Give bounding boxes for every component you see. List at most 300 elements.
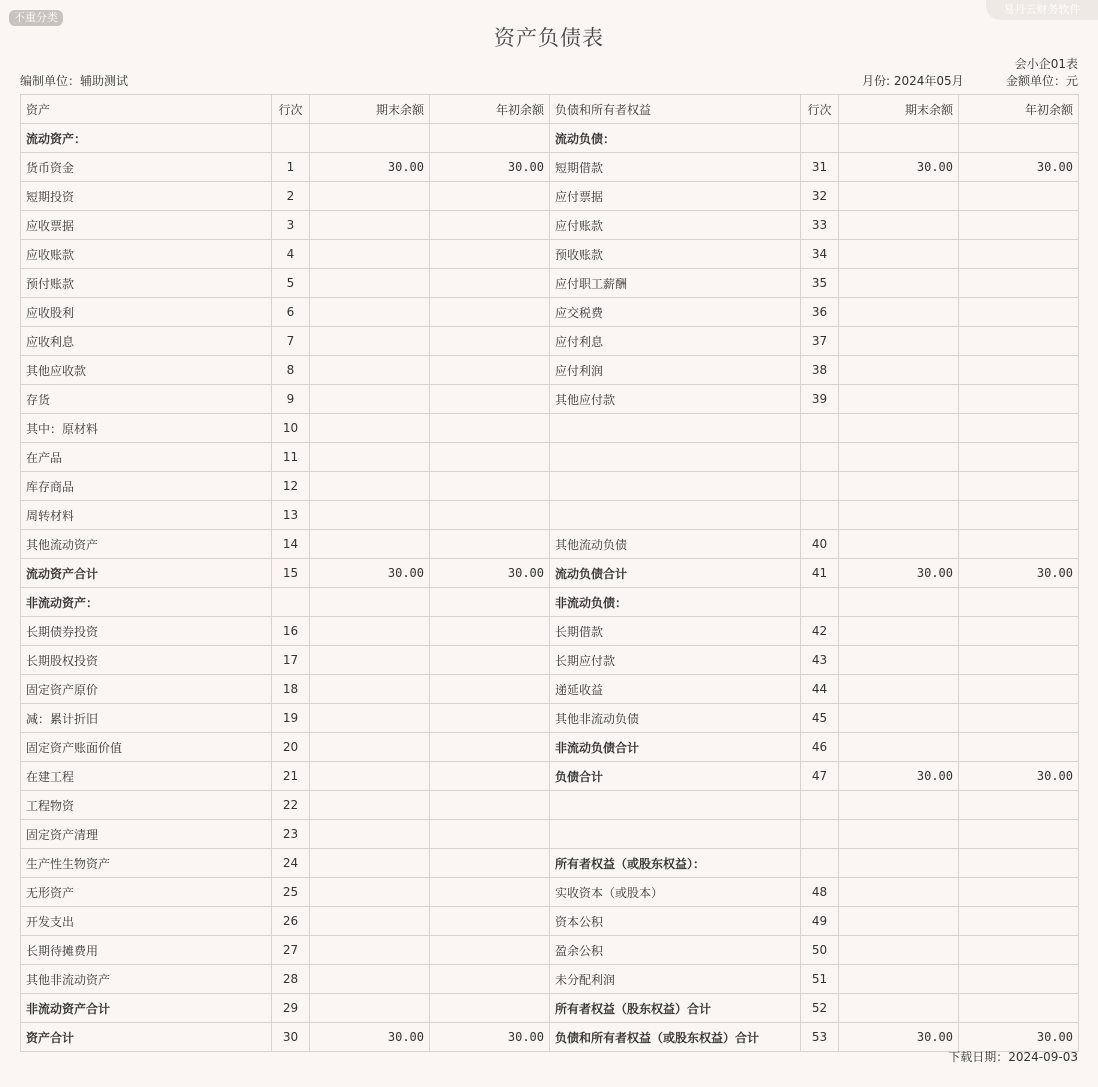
asset-begin-balance (430, 356, 550, 385)
liability-begin-balance (959, 501, 1079, 530)
liability-begin-balance (959, 588, 1079, 617)
table-row (21, 1023, 1079, 1052)
asset-end-balance (310, 472, 430, 501)
liability-begin-balance (959, 617, 1079, 646)
asset-end-balance (310, 588, 430, 617)
liability-line-no: 37 (801, 327, 839, 356)
liability-name: 资本公积 (550, 907, 801, 936)
asset-begin-balance (430, 588, 550, 617)
asset-line-no: 6 (272, 298, 310, 327)
asset-name: 货币资金 (21, 153, 272, 182)
asset-name: 短期投资 (21, 182, 272, 211)
asset-name: 固定资产原价 (21, 675, 272, 704)
liability-end-balance (839, 791, 959, 820)
liability-begin-balance (959, 298, 1079, 327)
asset-begin-balance (430, 878, 550, 907)
asset-name: 在产品 (21, 443, 272, 472)
table-row (21, 791, 1079, 820)
liability-end-balance (839, 356, 959, 385)
asset-name: 在建工程 (21, 762, 272, 791)
liability-begin-balance (959, 356, 1079, 385)
liability-line-no: 50 (801, 936, 839, 965)
liability-end-balance: 30.00 (839, 1023, 959, 1052)
liability-name (550, 791, 801, 820)
liability-name: 非流动负债合计 (550, 733, 801, 762)
asset-line-no: 12 (272, 472, 310, 501)
liability-name: 流动负债： (550, 124, 801, 153)
download-date: 下载日期：2024-09-03 (948, 1050, 1078, 1064)
table-row (21, 617, 1079, 646)
table-row (21, 675, 1079, 704)
asset-begin-balance (430, 501, 550, 530)
liability-line-no: 39 (801, 385, 839, 414)
asset-name: 长期待摊费用 (21, 936, 272, 965)
asset-name: 长期债券投资 (21, 617, 272, 646)
liability-begin-balance (959, 211, 1079, 240)
asset-line-no: 7 (272, 327, 310, 356)
liability-end-balance (839, 675, 959, 704)
asset-end-balance (310, 820, 430, 849)
liability-name: 其他应付款 (550, 385, 801, 414)
asset-line-no: 27 (272, 936, 310, 965)
liability-begin-balance (959, 965, 1079, 994)
liability-name: 应付票据 (550, 182, 801, 211)
asset-end-balance (310, 327, 430, 356)
asset-begin-balance (430, 298, 550, 327)
form-code: 会小企01表 (1014, 57, 1078, 71)
col-header-line-no-2: 行次 (801, 95, 839, 124)
liability-name: 盈余公积 (550, 936, 801, 965)
asset-line-no: 18 (272, 675, 310, 704)
asset-end-balance (310, 414, 430, 443)
table-row (21, 240, 1079, 269)
asset-end-balance (310, 965, 430, 994)
asset-name: 预付账款 (21, 269, 272, 298)
col-header-end-balance: 期末余额 (310, 95, 430, 124)
asset-begin-balance (430, 124, 550, 153)
liability-line-no: 53 (801, 1023, 839, 1052)
page-title: 资产负债表 (494, 26, 604, 50)
liability-end-balance: 30.00 (839, 762, 959, 791)
liability-end-balance (839, 617, 959, 646)
liability-end-balance (839, 443, 959, 472)
col-header-end-balance-2: 期末余额 (839, 95, 959, 124)
asset-line-no: 4 (272, 240, 310, 269)
table-row (21, 878, 1079, 907)
liability-end-balance (839, 124, 959, 153)
table-row (21, 849, 1079, 878)
asset-begin-balance (430, 385, 550, 414)
liability-line-no: 43 (801, 646, 839, 675)
asset-name: 应收账款 (21, 240, 272, 269)
liability-end-balance (839, 530, 959, 559)
liability-end-balance (839, 269, 959, 298)
asset-line-no (272, 124, 310, 153)
asset-end-balance (310, 240, 430, 269)
table-row (21, 646, 1079, 675)
liability-line-no: 52 (801, 994, 839, 1023)
asset-end-balance (310, 907, 430, 936)
liability-begin-balance (959, 791, 1079, 820)
asset-begin-balance (430, 327, 550, 356)
table-row (21, 530, 1079, 559)
asset-name: 生产性生物资产 (21, 849, 272, 878)
liability-end-balance (839, 878, 959, 907)
liability-line-no (801, 472, 839, 501)
liability-name: 应付利润 (550, 356, 801, 385)
liability-line-no (801, 414, 839, 443)
asset-line-no: 19 (272, 704, 310, 733)
table-row (21, 733, 1079, 762)
asset-end-balance (310, 182, 430, 211)
asset-begin-balance (430, 617, 550, 646)
liability-name: 短期借款 (550, 153, 801, 182)
asset-end-balance (310, 791, 430, 820)
asset-begin-balance: 30.00 (430, 153, 550, 182)
asset-line-no: 23 (272, 820, 310, 849)
table-row (21, 298, 1079, 327)
col-header-liabilities: 负债和所有者权益 (550, 95, 801, 124)
asset-end-balance (310, 878, 430, 907)
liability-line-no: 34 (801, 240, 839, 269)
asset-end-balance (310, 733, 430, 762)
liability-line-no (801, 820, 839, 849)
asset-begin-balance (430, 907, 550, 936)
liability-end-balance (839, 327, 959, 356)
liability-line-no: 35 (801, 269, 839, 298)
asset-line-no: 2 (272, 182, 310, 211)
asset-name: 周转材料 (21, 501, 272, 530)
liability-name: 未分配利润 (550, 965, 801, 994)
liability-begin-balance (959, 530, 1079, 559)
asset-end-balance (310, 501, 430, 530)
asset-name: 应收利息 (21, 327, 272, 356)
asset-name: 其他非流动资产 (21, 965, 272, 994)
liability-name: 实收资本（或股本） (550, 878, 801, 907)
brand-watermark: 易丹云财务软件 (986, 0, 1098, 20)
asset-line-no: 13 (272, 501, 310, 530)
asset-name: 流动资产： (21, 124, 272, 153)
asset-begin-balance (430, 472, 550, 501)
asset-name: 非流动资产合计 (21, 994, 272, 1023)
liability-name: 流动负债合计 (550, 559, 801, 588)
liability-begin-balance: 30.00 (959, 559, 1079, 588)
asset-name: 减：累计折旧 (21, 704, 272, 733)
table-row (21, 182, 1079, 211)
asset-begin-balance (430, 965, 550, 994)
asset-line-no: 16 (272, 617, 310, 646)
asset-end-balance: 30.00 (310, 153, 430, 182)
asset-name: 长期股权投资 (21, 646, 272, 675)
asset-name: 应收票据 (21, 211, 272, 240)
asset-name: 其中：原材料 (21, 414, 272, 443)
asset-name: 非流动资产： (21, 588, 272, 617)
asset-line-no: 10 (272, 414, 310, 443)
liability-name: 负债合计 (550, 762, 801, 791)
asset-line-no: 17 (272, 646, 310, 675)
asset-line-no: 15 (272, 559, 310, 588)
asset-end-balance: 30.00 (310, 559, 430, 588)
asset-line-no: 1 (272, 153, 310, 182)
liability-begin-balance (959, 907, 1079, 936)
compile-unit: 编制单位：辅助测试 (20, 74, 129, 88)
liability-begin-balance (959, 472, 1079, 501)
asset-line-no: 8 (272, 356, 310, 385)
table-row (21, 936, 1079, 965)
asset-end-balance (310, 356, 430, 385)
table-row (21, 501, 1079, 530)
liability-line-no (801, 588, 839, 617)
liability-begin-balance (959, 849, 1079, 878)
asset-line-no: 25 (272, 878, 310, 907)
asset-name: 库存商品 (21, 472, 272, 501)
asset-end-balance (310, 675, 430, 704)
asset-line-no: 21 (272, 762, 310, 791)
liability-line-no: 44 (801, 675, 839, 704)
asset-line-no: 30 (272, 1023, 310, 1052)
asset-end-balance (310, 385, 430, 414)
liability-end-balance (839, 965, 959, 994)
asset-name: 流动资产合计 (21, 559, 272, 588)
liability-name: 递延收益 (550, 675, 801, 704)
liability-begin-balance (959, 675, 1079, 704)
liability-begin-balance (959, 704, 1079, 733)
liability-line-no: 31 (801, 153, 839, 182)
liability-name: 负债和所有者权益（或股东权益）合计 (550, 1023, 801, 1052)
liability-begin-balance (959, 936, 1079, 965)
asset-end-balance (310, 994, 430, 1023)
asset-line-no: 22 (272, 791, 310, 820)
liability-line-no: 42 (801, 617, 839, 646)
liability-line-no: 51 (801, 965, 839, 994)
asset-begin-balance: 30.00 (430, 559, 550, 588)
asset-begin-balance (430, 646, 550, 675)
table-row (21, 704, 1079, 733)
liability-name: 应交税费 (550, 298, 801, 327)
asset-name: 其他应收款 (21, 356, 272, 385)
liability-end-balance (839, 994, 959, 1023)
liability-line-no: 48 (801, 878, 839, 907)
table-row (21, 820, 1079, 849)
liability-name: 应付账款 (550, 211, 801, 240)
liability-end-balance (839, 472, 959, 501)
liability-begin-balance (959, 124, 1079, 153)
asset-end-balance (310, 298, 430, 327)
liability-begin-balance (959, 733, 1079, 762)
asset-line-no (272, 588, 310, 617)
table-row (21, 153, 1079, 182)
balance-sheet-table (20, 94, 1079, 1052)
asset-end-balance (310, 124, 430, 153)
asset-line-no: 24 (272, 849, 310, 878)
table-row (21, 443, 1079, 472)
liability-line-no: 38 (801, 356, 839, 385)
liability-line-no: 41 (801, 559, 839, 588)
liability-end-balance (839, 704, 959, 733)
liability-end-balance (839, 646, 959, 675)
asset-end-balance (310, 704, 430, 733)
liability-name: 其他非流动负债 (550, 704, 801, 733)
liability-line-no (801, 849, 839, 878)
asset-begin-balance (430, 733, 550, 762)
asset-end-balance (310, 443, 430, 472)
liability-end-balance (839, 298, 959, 327)
liability-end-balance (839, 240, 959, 269)
report-meta (20, 72, 1078, 88)
liability-end-balance (839, 501, 959, 530)
liability-line-no (801, 791, 839, 820)
asset-begin-balance (430, 211, 550, 240)
table-row (21, 559, 1079, 588)
asset-name: 固定资产账面价值 (21, 733, 272, 762)
liability-begin-balance (959, 820, 1079, 849)
liability-end-balance (839, 733, 959, 762)
liability-line-no: 32 (801, 182, 839, 211)
liability-name: 其他流动负债 (550, 530, 801, 559)
liability-end-balance (839, 907, 959, 936)
liability-end-balance (839, 849, 959, 878)
liability-end-balance: 30.00 (839, 559, 959, 588)
liability-line-no: 49 (801, 907, 839, 936)
asset-end-balance (310, 936, 430, 965)
table-row (21, 907, 1079, 936)
liability-name: 所有者权益（或股东权益）： (550, 849, 801, 878)
liability-begin-balance (959, 327, 1079, 356)
asset-line-no: 29 (272, 994, 310, 1023)
liability-line-no: 40 (801, 530, 839, 559)
asset-line-no: 20 (272, 733, 310, 762)
liability-begin-balance: 30.00 (959, 762, 1079, 791)
asset-line-no: 26 (272, 907, 310, 936)
asset-line-no: 14 (272, 530, 310, 559)
liability-name: 长期应付款 (550, 646, 801, 675)
liability-begin-balance (959, 182, 1079, 211)
liability-name: 应付利息 (550, 327, 801, 356)
asset-begin-balance (430, 530, 550, 559)
classification-badge: 不重分类 (9, 10, 63, 26)
liability-end-balance (839, 385, 959, 414)
liability-end-balance: 30.00 (839, 153, 959, 182)
asset-end-balance (310, 849, 430, 878)
asset-begin-balance (430, 936, 550, 965)
liability-begin-balance (959, 878, 1079, 907)
asset-line-no: 28 (272, 965, 310, 994)
asset-name: 固定资产清理 (21, 820, 272, 849)
asset-begin-balance (430, 269, 550, 298)
liability-begin-balance (959, 443, 1079, 472)
liability-line-no: 46 (801, 733, 839, 762)
table-row (21, 211, 1079, 240)
asset-end-balance (310, 269, 430, 298)
asset-begin-balance (430, 414, 550, 443)
liability-line-no: 45 (801, 704, 839, 733)
asset-end-balance (310, 617, 430, 646)
asset-name: 开发支出 (21, 907, 272, 936)
liability-name (550, 501, 801, 530)
table-row (21, 124, 1079, 153)
liability-name: 长期借款 (550, 617, 801, 646)
report-month: 月份: 2024年05月 (862, 74, 964, 88)
col-header-begin-balance-2: 年初余额 (959, 95, 1079, 124)
liability-line-no (801, 443, 839, 472)
col-header-assets: 资产 (21, 95, 272, 124)
liability-end-balance (839, 182, 959, 211)
liability-begin-balance: 30.00 (959, 1023, 1079, 1052)
asset-begin-balance: 30.00 (430, 1023, 550, 1052)
asset-begin-balance (430, 443, 550, 472)
asset-line-no: 5 (272, 269, 310, 298)
table-row (21, 762, 1079, 791)
asset-end-balance (310, 762, 430, 791)
asset-end-balance (310, 530, 430, 559)
asset-begin-balance (430, 675, 550, 704)
liability-name (550, 414, 801, 443)
table-row (21, 588, 1079, 617)
liability-begin-balance (959, 994, 1079, 1023)
asset-begin-balance (430, 849, 550, 878)
table-row (21, 269, 1079, 298)
table-row (21, 994, 1079, 1023)
liability-end-balance (839, 588, 959, 617)
liability-name (550, 820, 801, 849)
asset-name: 工程物资 (21, 791, 272, 820)
asset-begin-balance (430, 994, 550, 1023)
asset-begin-balance (430, 704, 550, 733)
table-row (21, 385, 1079, 414)
asset-line-no: 3 (272, 211, 310, 240)
liability-begin-balance (959, 269, 1079, 298)
liability-begin-balance (959, 414, 1079, 443)
asset-name: 资产合计 (21, 1023, 272, 1052)
liability-end-balance (839, 820, 959, 849)
asset-end-balance (310, 211, 430, 240)
liability-line-no: 36 (801, 298, 839, 327)
table-row (21, 472, 1079, 501)
col-header-begin-balance: 年初余额 (430, 95, 550, 124)
table-row (21, 414, 1079, 443)
liability-name (550, 443, 801, 472)
asset-begin-balance (430, 791, 550, 820)
asset-line-no: 9 (272, 385, 310, 414)
liability-begin-balance: 30.00 (959, 153, 1079, 182)
asset-begin-balance (430, 820, 550, 849)
currency-unit: 金额单位：元 (1005, 74, 1078, 88)
asset-begin-balance (430, 182, 550, 211)
col-header-line-no: 行次 (272, 95, 310, 124)
liability-name: 预收账款 (550, 240, 801, 269)
liability-line-no: 33 (801, 211, 839, 240)
asset-end-balance (310, 646, 430, 675)
liability-end-balance (839, 936, 959, 965)
table-row (21, 327, 1079, 356)
liability-name: 非流动负债： (550, 588, 801, 617)
table-header-row (21, 95, 1079, 124)
liability-end-balance (839, 414, 959, 443)
asset-end-balance: 30.00 (310, 1023, 430, 1052)
liability-name: 所有者权益（股东权益）合计 (550, 994, 801, 1023)
asset-begin-balance (430, 762, 550, 791)
asset-line-no: 11 (272, 443, 310, 472)
liability-line-no (801, 501, 839, 530)
liability-begin-balance (959, 646, 1079, 675)
asset-name: 存货 (21, 385, 272, 414)
asset-name: 无形资产 (21, 878, 272, 907)
liability-begin-balance (959, 385, 1079, 414)
asset-begin-balance (430, 240, 550, 269)
liability-end-balance (839, 211, 959, 240)
asset-name: 应收股利 (21, 298, 272, 327)
table-row (21, 965, 1079, 994)
